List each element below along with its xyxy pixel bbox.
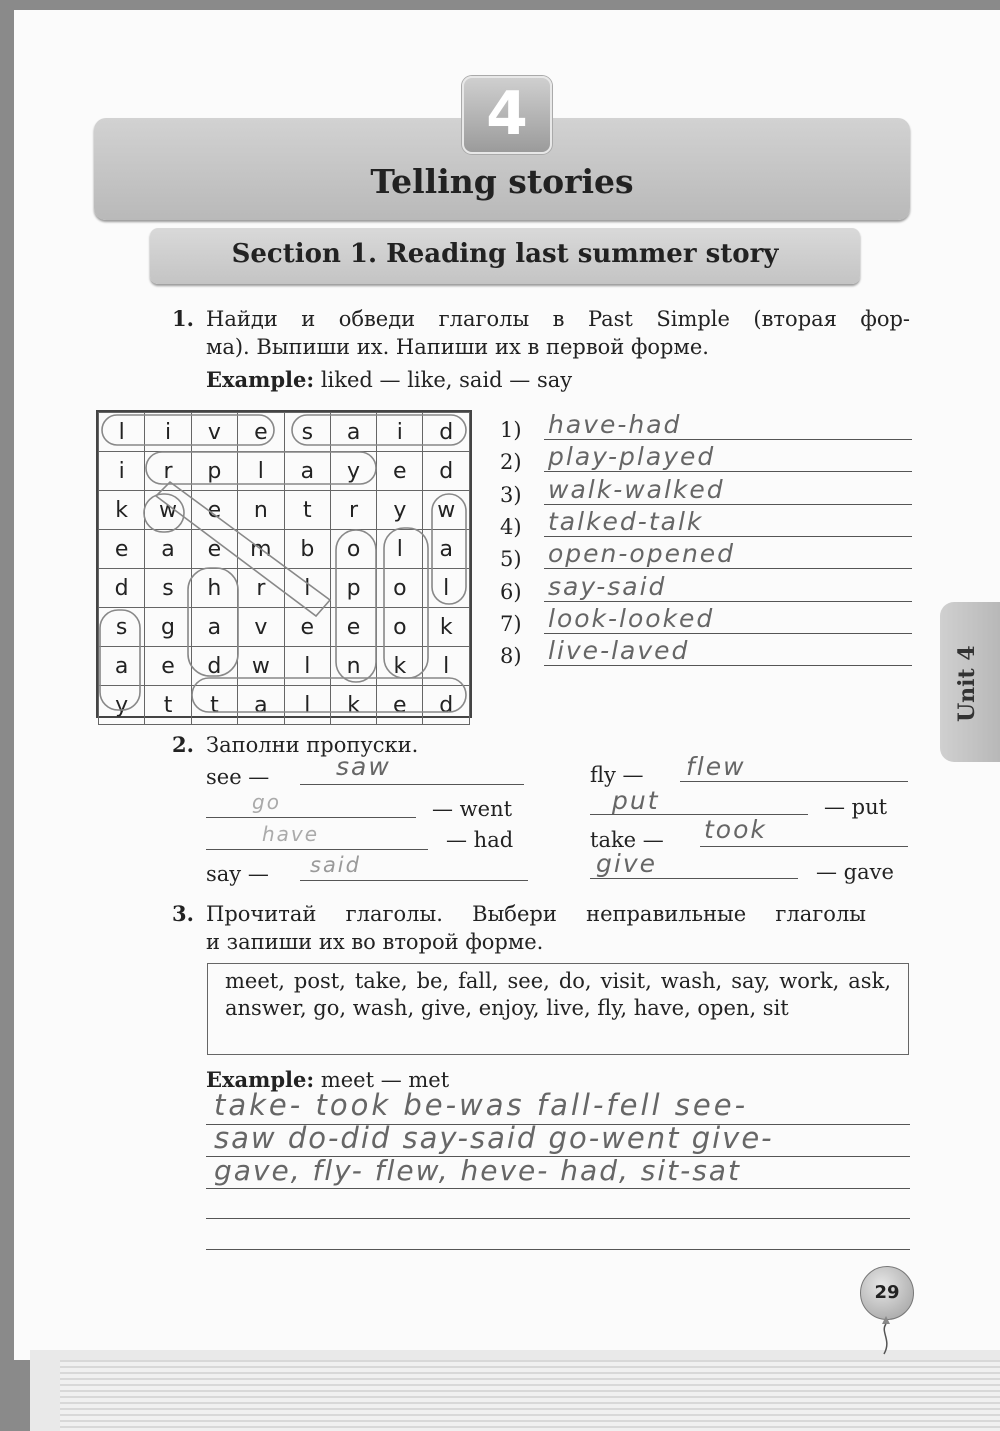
grid-letter[interactable]: k [377,647,423,686]
grid-letter[interactable]: d [423,413,470,452]
grid-letter[interactable]: v [238,608,285,647]
task3-handwriting-1: take- took be-was fall-fell see- [214,1088,749,1122]
answer-handwriting: say-said [548,571,667,601]
task3-line-3[interactable] [206,1188,910,1189]
task2-fly-label: fly — [590,763,644,787]
grid-letter[interactable]: v [191,413,237,452]
grid-letter[interactable]: d [99,569,145,608]
task2-instruction: Заполни пропуски. [206,733,419,757]
grid-letter[interactable]: e [330,608,376,647]
answer-number: 8) [500,644,522,669]
answer-number: 2) [500,450,522,475]
grid-letter[interactable]: a [191,608,237,647]
grid-letter[interactable]: t [145,686,191,725]
grid-letter[interactable]: l [423,569,470,608]
grid-letter[interactable]: k [330,686,376,725]
answer-number: 4) [500,514,522,539]
grid-letter[interactable]: s [145,569,191,608]
answer-handwriting: open-opened [548,539,736,569]
section-title: Section 1. Reading last summer story [231,239,779,269]
task2-gave-line[interactable] [590,878,798,879]
task2-gave-label: — gave [816,860,894,884]
answer-line[interactable] [544,601,912,602]
grid-letter[interactable]: a [145,530,191,569]
grid-letter[interactable]: s [99,608,145,647]
example-label: Example: [206,367,315,392]
task3-verb-list: meet, post, take, be, fall, see, do, visit, wash, say, work, ask, answer, go, wash, give, enjoy, live, fly, have, open, sit [225,969,891,1020]
grid-letter[interactable]: m [238,530,285,569]
grid-letter[interactable]: r [145,452,191,491]
grid-letter[interactable]: d [191,647,237,686]
task1-instruction-line2: ма). Выпиши их. Напиши их в первой форме. [206,335,709,359]
grid-row [99,413,470,452]
grid-letter[interactable]: l [284,647,330,686]
grid-letter[interactable]: n [238,491,285,530]
answer-handwriting: have-had [548,410,682,439]
task1-example [206,366,572,394]
grid-letter[interactable]: o [377,608,423,647]
grid-row [99,647,470,686]
grid-row [99,452,470,491]
task2-see-label: see — [206,765,270,789]
task2-went-line[interactable] [206,817,416,818]
grid-letter[interactable]: l [238,452,285,491]
page-number-badge: 29 [860,1266,914,1320]
grid-row [99,686,470,725]
grid-letter[interactable]: p [330,569,376,608]
grid-letter[interactable]: e [377,686,423,725]
answer-line[interactable] [544,536,912,537]
grid-letter[interactable]: b [284,530,330,569]
grid-letter[interactable]: r [330,491,376,530]
answer-line[interactable] [544,504,912,505]
grid-letter[interactable]: e [99,530,145,569]
answer-number: 6) [500,579,522,604]
word-search-grid [96,410,472,718]
task2-had-answer: have [262,822,320,846]
grid-row [99,530,470,569]
task2-put-answer: put [612,786,660,815]
grid-letter[interactable]: w [423,491,470,530]
task2-say-line[interactable] [300,880,528,881]
answer-handwriting: walk-walked [548,474,725,504]
task2-went-label: — went [432,797,513,821]
grid-letter[interactable]: w [145,491,191,530]
task3-example-label: Example: [206,1067,315,1092]
task2-gave-answer: give [596,849,657,878]
grid-letter[interactable]: s [284,413,330,452]
answer-handwriting: live-laved [548,636,690,666]
grid-row [99,608,470,647]
task3-line-4[interactable] [206,1218,910,1219]
grid-letter[interactable]: t [284,491,330,530]
grid-letter[interactable]: o [330,530,376,569]
grid-letter[interactable]: a [238,686,285,725]
grid-letter[interactable]: l [377,530,423,569]
grid-letter[interactable]: a [330,413,376,452]
grid-letter[interactable]: y [330,452,376,491]
answer-handwriting: play-played [548,442,716,472]
task3-example-text: meet — met [320,1068,450,1092]
task3-instruction-line2: и запиши их во второй форме. [206,930,544,954]
grid-letter[interactable]: d [423,686,470,725]
task2-take-label: take — [590,828,664,852]
grid-letter[interactable]: o [377,569,423,608]
answer-handwriting: look-looked [548,603,715,633]
grid-letter[interactable]: t [191,686,237,725]
task2-say-label: say — [206,862,269,886]
unit-number-badge: 4 [462,76,552,154]
task2-take-line[interactable] [700,846,908,847]
answer-line[interactable] [544,665,912,666]
task2-fly-answer: flew [686,752,746,781]
grid-letter[interactable]: k [99,491,145,530]
task2-put-label: — put [824,795,888,819]
task1-instruction-line1: Найди и обведи глаголы в Past Simple (вторая фор- [206,307,910,331]
grid-letter[interactable]: y [377,491,423,530]
grid-letter[interactable]: d [423,452,470,491]
answer-line[interactable] [544,568,912,569]
grid-letter[interactable]: e [238,413,285,452]
task3-line-5[interactable] [206,1249,910,1250]
task2-see-line[interactable] [300,784,524,785]
grid-letter[interactable]: e [191,530,237,569]
task3-handwriting-3: gave, fly- flew, heve- had, sit-sat [214,1154,741,1187]
answer-number: 1) [500,418,522,442]
grid-letter[interactable]: l [423,647,470,686]
answer-line[interactable] [544,439,912,440]
task2-had-label: — had [446,828,514,852]
answer-handwriting: talked-talk [548,506,704,536]
grid-letter[interactable]: i [377,413,423,452]
task3-verb-box [207,963,909,1055]
grid-letter[interactable]: a [99,647,145,686]
task2-see-answer: saw [336,752,391,781]
task2-say-answer: said [310,853,361,877]
grid-letter[interactable]: r [238,569,285,608]
unit-side-tab-label: Unit 4 [954,645,980,722]
page-title: Telling stories [370,162,634,201]
grid-letter[interactable]: l [99,413,145,452]
unit-side-tab [940,602,1000,762]
grid-letter[interactable]: h [191,569,237,608]
grid-letter[interactable]: i [99,452,145,491]
grid-letter[interactable]: e [191,491,237,530]
grid-row [99,491,470,530]
task2-take-answer: took [704,815,767,844]
grid-letter[interactable]: a [423,530,470,569]
task2-had-line[interactable] [206,849,428,850]
grid-letter[interactable]: n [330,647,376,686]
grid-letter[interactable]: l [284,686,330,725]
task2-number: 2. [172,732,194,757]
task2-fly-line[interactable] [680,781,908,782]
task3-handwriting-2: saw do-did say-said go-went give- [214,1121,774,1155]
task3-instruction-line1: Прочитай глаголы. Выбери неправильные глаголы [206,902,866,926]
answer-line[interactable] [544,633,912,634]
task1-number: 1. [172,306,194,331]
grid-row [99,569,470,608]
answer-number: 7) [500,611,522,636]
grid-letter[interactable]: e [377,452,423,491]
grid-letter[interactable]: w [238,647,285,686]
grid-letter[interactable]: l [284,569,330,608]
balloon-string-icon [876,1316,896,1356]
grid-letter[interactable]: y [99,686,145,725]
grid-letter[interactable]: a [284,452,330,491]
task3-number: 3. [172,901,194,926]
answer-number: 3) [500,482,522,507]
grid-letter[interactable]: e [284,608,330,647]
grid-letter[interactable]: e [145,647,191,686]
answer-line[interactable] [544,471,912,472]
grid-letter[interactable]: g [145,608,191,647]
grid-letter[interactable]: k [423,608,470,647]
answer-number: 5) [500,547,522,572]
grid-letter[interactable]: i [145,413,191,452]
grid-letter[interactable]: p [191,452,237,491]
task2-went-answer: go [252,790,281,814]
page-stack-edges [60,1360,1000,1431]
example-text: liked — like, said — say [320,368,573,392]
